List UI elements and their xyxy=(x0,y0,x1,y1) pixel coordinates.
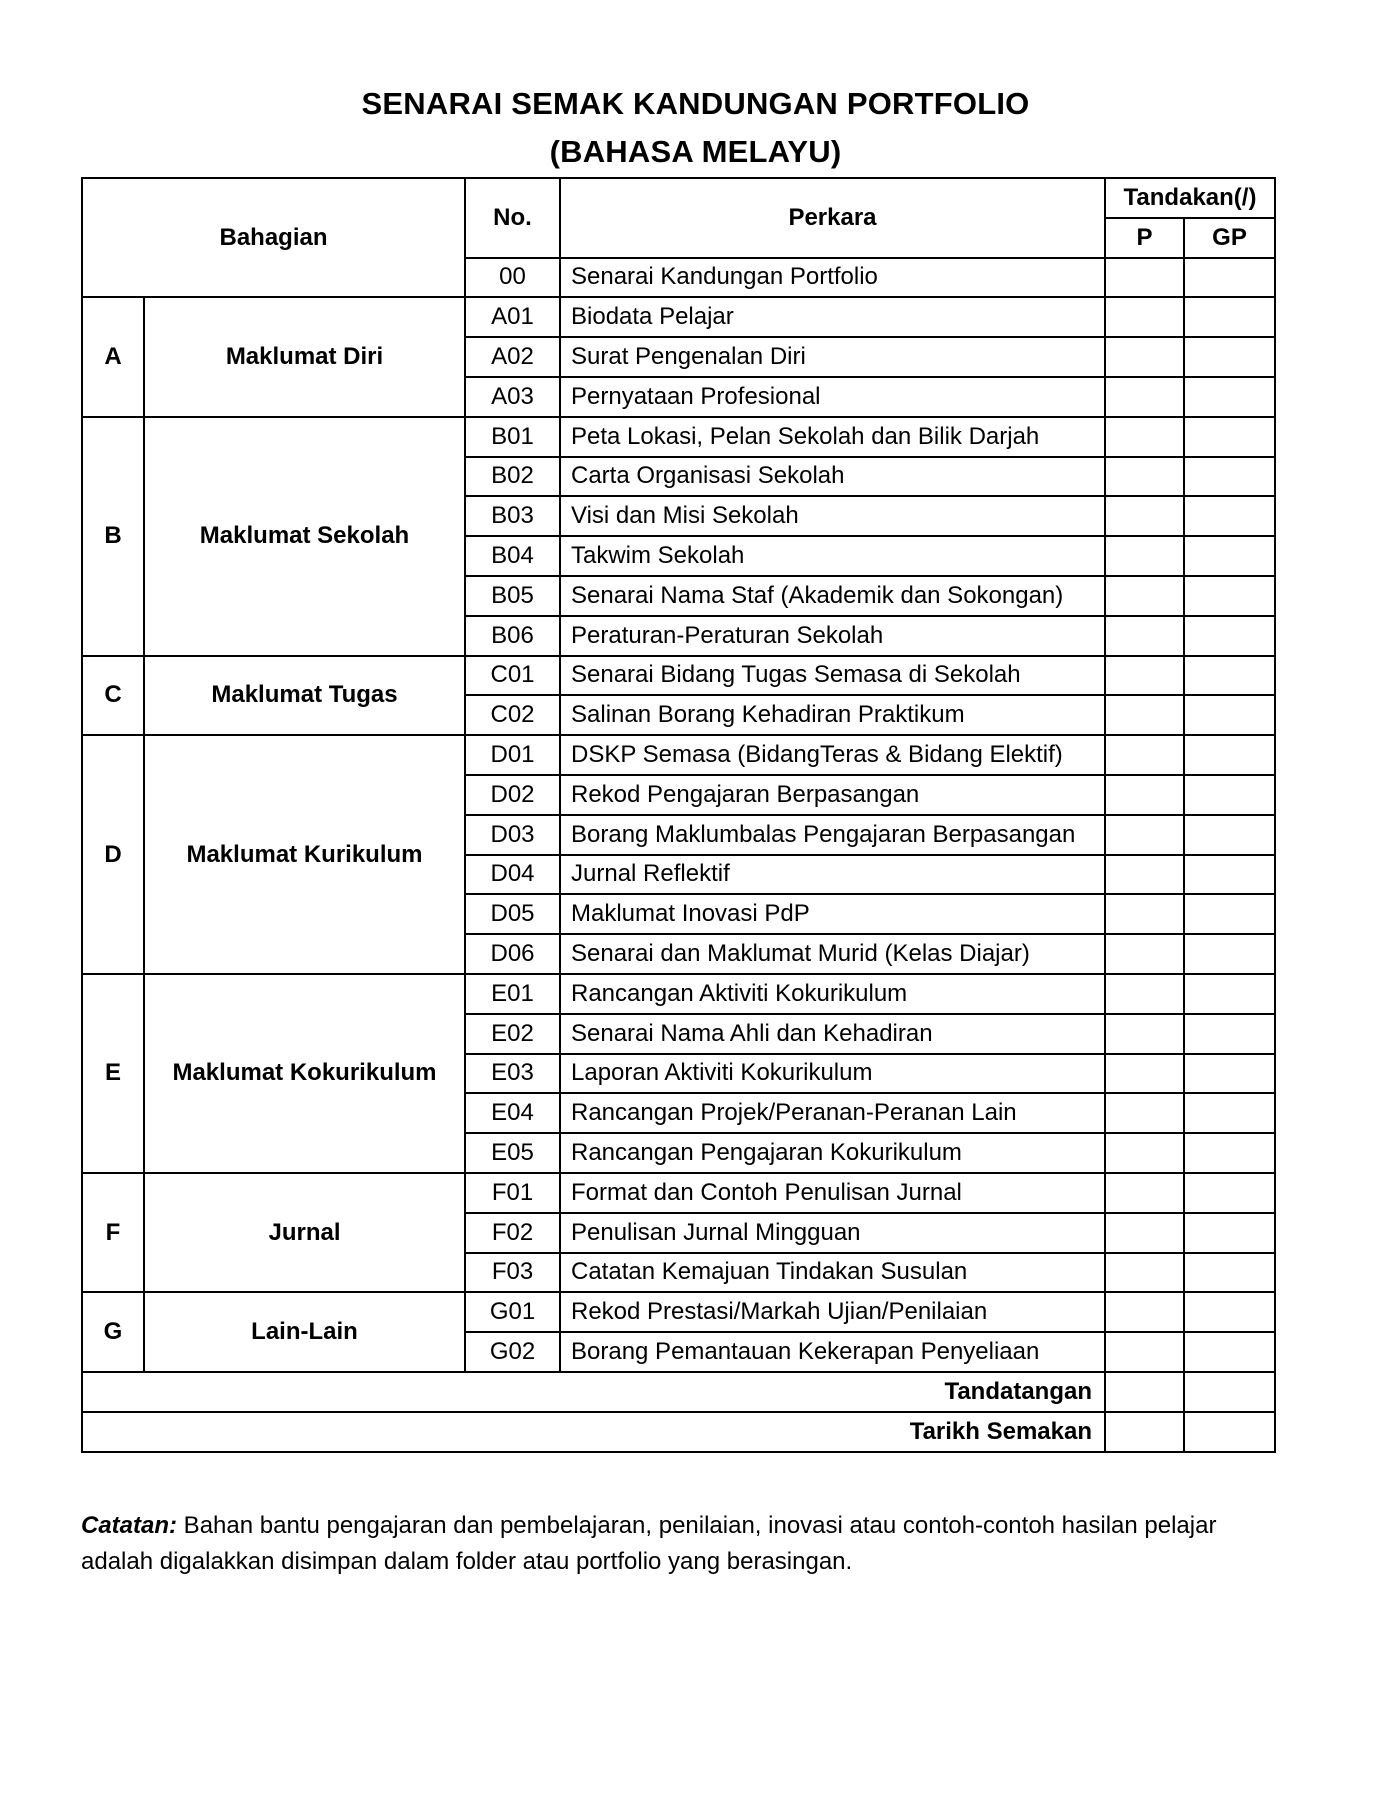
row-no: F03 xyxy=(465,1253,560,1293)
section-code: D xyxy=(82,735,144,974)
row-item: Senarai Kandungan Portfolio xyxy=(560,258,1105,298)
check-cell-gp[interactable] xyxy=(1184,1173,1275,1213)
row-item: Rekod Prestasi/Markah Ujian/Penilaian xyxy=(560,1292,1105,1332)
row-item: Maklumat Inovasi PdP xyxy=(560,894,1105,934)
check-cell-gp[interactable] xyxy=(1184,417,1275,457)
signature-label: Tandatangan xyxy=(82,1372,1105,1412)
section-name: Maklumat Kokurikulum xyxy=(144,974,465,1173)
check-cell-gp[interactable] xyxy=(1184,1292,1275,1332)
row-no: A01 xyxy=(465,297,560,337)
check-cell-gp[interactable] xyxy=(1184,1133,1275,1173)
header-row xyxy=(82,178,1275,218)
note xyxy=(81,1508,1281,1580)
check-cell-p[interactable] xyxy=(1105,377,1184,417)
row-item: Peta Lokasi, Pelan Sekolah dan Bilik Darjah xyxy=(560,417,1105,457)
header-tandakan: Tandakan(/) xyxy=(1105,178,1275,218)
row-item: Format dan Contoh Penulisan Jurnal xyxy=(560,1173,1105,1213)
row-item: Penulisan Jurnal Mingguan xyxy=(560,1213,1105,1253)
row-item: Takwim Sekolah xyxy=(560,536,1105,576)
section-name: Maklumat Sekolah xyxy=(144,417,465,656)
check-cell-gp[interactable] xyxy=(1184,934,1275,974)
check-cell-p[interactable] xyxy=(1105,1093,1184,1133)
section-code: G xyxy=(82,1292,144,1372)
check-cell-p[interactable] xyxy=(1105,616,1184,656)
row-no: B05 xyxy=(465,576,560,616)
row-item: Senarai Bidang Tugas Semasa di Sekolah xyxy=(560,656,1105,696)
table-row xyxy=(82,417,1275,457)
check-cell-gp[interactable] xyxy=(1184,974,1275,1014)
check-cell-p[interactable] xyxy=(1105,457,1184,497)
date-cell-gp[interactable] xyxy=(1184,1412,1275,1452)
row-item: Senarai Nama Ahli dan Kehadiran xyxy=(560,1014,1105,1054)
check-cell-gp[interactable] xyxy=(1184,616,1275,656)
check-cell-p[interactable] xyxy=(1105,735,1184,775)
check-cell-p[interactable] xyxy=(1105,775,1184,815)
row-no: B03 xyxy=(465,496,560,536)
row-no: D03 xyxy=(465,815,560,855)
table-row xyxy=(82,656,1275,696)
row-no: B04 xyxy=(465,536,560,576)
signature-row xyxy=(82,1372,1275,1412)
check-cell-gp[interactable] xyxy=(1184,1093,1275,1133)
row-no: D05 xyxy=(465,894,560,934)
row-no: D01 xyxy=(465,735,560,775)
check-cell-gp[interactable] xyxy=(1184,1213,1275,1253)
check-cell-p[interactable] xyxy=(1105,815,1184,855)
row-no: F01 xyxy=(465,1173,560,1213)
row-item: Catatan Kemajuan Tindakan Susulan xyxy=(560,1253,1105,1293)
check-cell-p[interactable] xyxy=(1105,1173,1184,1213)
section-name: Maklumat Diri xyxy=(144,297,465,416)
row-no: 00 xyxy=(465,258,560,298)
row-item: Borang Maklumbalas Pengajaran Berpasangan xyxy=(560,815,1105,855)
row-no: D04 xyxy=(465,855,560,895)
row-item: Visi dan Misi Sekolah xyxy=(560,496,1105,536)
table-row xyxy=(82,974,1275,1014)
check-cell-p[interactable] xyxy=(1105,894,1184,934)
check-cell-gp[interactable] xyxy=(1184,536,1275,576)
check-cell-p[interactable] xyxy=(1105,496,1184,536)
check-cell-p[interactable] xyxy=(1105,536,1184,576)
page-title: SENARAI SEMAK KANDUNGAN PORTFOLIO xyxy=(361,86,1030,121)
row-no: B06 xyxy=(465,616,560,656)
check-cell-gp[interactable] xyxy=(1184,496,1275,536)
row-no: E03 xyxy=(465,1054,560,1094)
check-cell-gp[interactable] xyxy=(1184,297,1275,337)
check-cell-p[interactable] xyxy=(1105,1253,1184,1293)
note-text: Bahan bantu pengajaran dan pembelajaran, penilaian, inovasi atau contoh-contoh hasilan pelajar adalah digalakkan disimpan dalam folder atau portfolio yang berasingan. xyxy=(81,1512,1217,1575)
row-no: E02 xyxy=(465,1014,560,1054)
row-no: B02 xyxy=(465,457,560,497)
section-name: Jurnal xyxy=(144,1173,465,1292)
section-code: E xyxy=(82,974,144,1173)
row-no: D02 xyxy=(465,775,560,815)
section-name: Lain-Lain xyxy=(144,1292,465,1372)
checklist-body xyxy=(82,297,1275,1372)
row-no: E05 xyxy=(465,1133,560,1173)
row-no: G01 xyxy=(465,1292,560,1332)
row-item: Senarai dan Maklumat Murid (Kelas Diajar) xyxy=(560,934,1105,974)
header-p: P xyxy=(1105,218,1184,258)
check-cell-p[interactable] xyxy=(1105,1332,1184,1372)
section-code: B xyxy=(82,417,144,656)
row-item: DSKP Semasa (BidangTeras & Bidang Elektif) xyxy=(560,735,1105,775)
row-item: Salinan Borang Kehadiran Praktikum xyxy=(560,695,1105,735)
check-cell-gp[interactable] xyxy=(1184,656,1275,696)
check-cell-gp[interactable] xyxy=(1184,1332,1275,1372)
table-row xyxy=(82,1292,1275,1332)
check-cell-gp[interactable] xyxy=(1184,1014,1275,1054)
row-item: Pernyataan Profesional xyxy=(560,377,1105,417)
row-no: F02 xyxy=(465,1213,560,1253)
check-cell-p[interactable] xyxy=(1105,297,1184,337)
signature-cell-p[interactable] xyxy=(1105,1372,1184,1412)
check-cell-p[interactable] xyxy=(1105,1133,1184,1173)
table-row xyxy=(82,297,1275,337)
row-no: C02 xyxy=(465,695,560,735)
row-item: Borang Pemantauan Kekerapan Penyeliaan xyxy=(560,1332,1105,1372)
section-code: A xyxy=(82,297,144,416)
row-item: Biodata Pelajar xyxy=(560,297,1105,337)
header-bahagian: Bahagian xyxy=(82,178,465,297)
check-cell-gp[interactable] xyxy=(1184,457,1275,497)
row-no: G02 xyxy=(465,1332,560,1372)
section-code: F xyxy=(82,1173,144,1292)
row-no: E04 xyxy=(465,1093,560,1133)
row-item: Laporan Aktiviti Kokurikulum xyxy=(560,1054,1105,1094)
header-gp: GP xyxy=(1184,218,1275,258)
check-cell-gp[interactable] xyxy=(1184,1054,1275,1094)
check-cell-p[interactable] xyxy=(1105,1213,1184,1253)
check-cell-p[interactable] xyxy=(1105,1014,1184,1054)
page-subtitle: (BAHASA MELAYU) xyxy=(549,134,842,169)
table-row xyxy=(82,1173,1275,1213)
row-no: C01 xyxy=(465,656,560,696)
note-label: Catatan: xyxy=(81,1512,178,1539)
check-cell-gp[interactable] xyxy=(1184,258,1275,298)
signature-cell-gp[interactable] xyxy=(1184,1372,1275,1412)
check-cell-p[interactable] xyxy=(1105,337,1184,377)
row-item: Peraturan-Peraturan Sekolah xyxy=(560,616,1105,656)
table-row xyxy=(82,735,1275,775)
date-label: Tarikh Semakan xyxy=(82,1412,1105,1452)
section-name: Maklumat Tugas xyxy=(144,656,465,736)
check-cell-gp[interactable] xyxy=(1184,1253,1275,1293)
row-no: E01 xyxy=(465,974,560,1014)
check-cell-gp[interactable] xyxy=(1184,576,1275,616)
date-cell-p[interactable] xyxy=(1105,1412,1184,1452)
check-cell-p[interactable] xyxy=(1105,576,1184,616)
header-perkara: Perkara xyxy=(560,178,1105,258)
section-name: Maklumat Kurikulum xyxy=(144,735,465,974)
check-cell-p[interactable] xyxy=(1105,1292,1184,1332)
row-no: A03 xyxy=(465,377,560,417)
check-cell-p[interactable] xyxy=(1105,417,1184,457)
check-cell-gp[interactable] xyxy=(1184,337,1275,377)
row-item: Jurnal Reflektif xyxy=(560,855,1105,895)
portfolio-checklist-table xyxy=(81,177,1276,1453)
check-cell-gp[interactable] xyxy=(1184,735,1275,775)
row-no: A02 xyxy=(465,337,560,377)
check-cell-gp[interactable] xyxy=(1184,894,1275,934)
row-no: D06 xyxy=(465,934,560,974)
check-cell-p[interactable] xyxy=(1105,656,1184,696)
row-no: B01 xyxy=(465,417,560,457)
row-item: Surat Pengenalan Diri xyxy=(560,337,1105,377)
check-cell-gp[interactable] xyxy=(1184,775,1275,815)
check-cell-gp[interactable] xyxy=(1184,695,1275,735)
check-cell-p[interactable] xyxy=(1105,974,1184,1014)
check-cell-p[interactable] xyxy=(1105,934,1184,974)
check-cell-p[interactable] xyxy=(1105,855,1184,895)
date-row xyxy=(82,1412,1275,1452)
check-cell-gp[interactable] xyxy=(1184,815,1275,855)
check-cell-p[interactable] xyxy=(1105,258,1184,298)
check-cell-gp[interactable] xyxy=(1184,855,1275,895)
row-item: Rekod Pengajaran Berpasangan xyxy=(560,775,1105,815)
check-cell-gp[interactable] xyxy=(1184,377,1275,417)
row-item: Carta Organisasi Sekolah xyxy=(560,457,1105,497)
header-no: No. xyxy=(465,178,560,258)
check-cell-p[interactable] xyxy=(1105,695,1184,735)
row-item: Senarai Nama Staf (Akademik dan Sokongan) xyxy=(560,576,1105,616)
row-item: Rancangan Projek/Peranan-Peranan Lain xyxy=(560,1093,1105,1133)
row-item: Rancangan Pengajaran Kokurikulum xyxy=(560,1133,1105,1173)
section-code: C xyxy=(82,656,144,736)
row-item: Rancangan Aktiviti Kokurikulum xyxy=(560,974,1105,1014)
check-cell-p[interactable] xyxy=(1105,1054,1184,1094)
